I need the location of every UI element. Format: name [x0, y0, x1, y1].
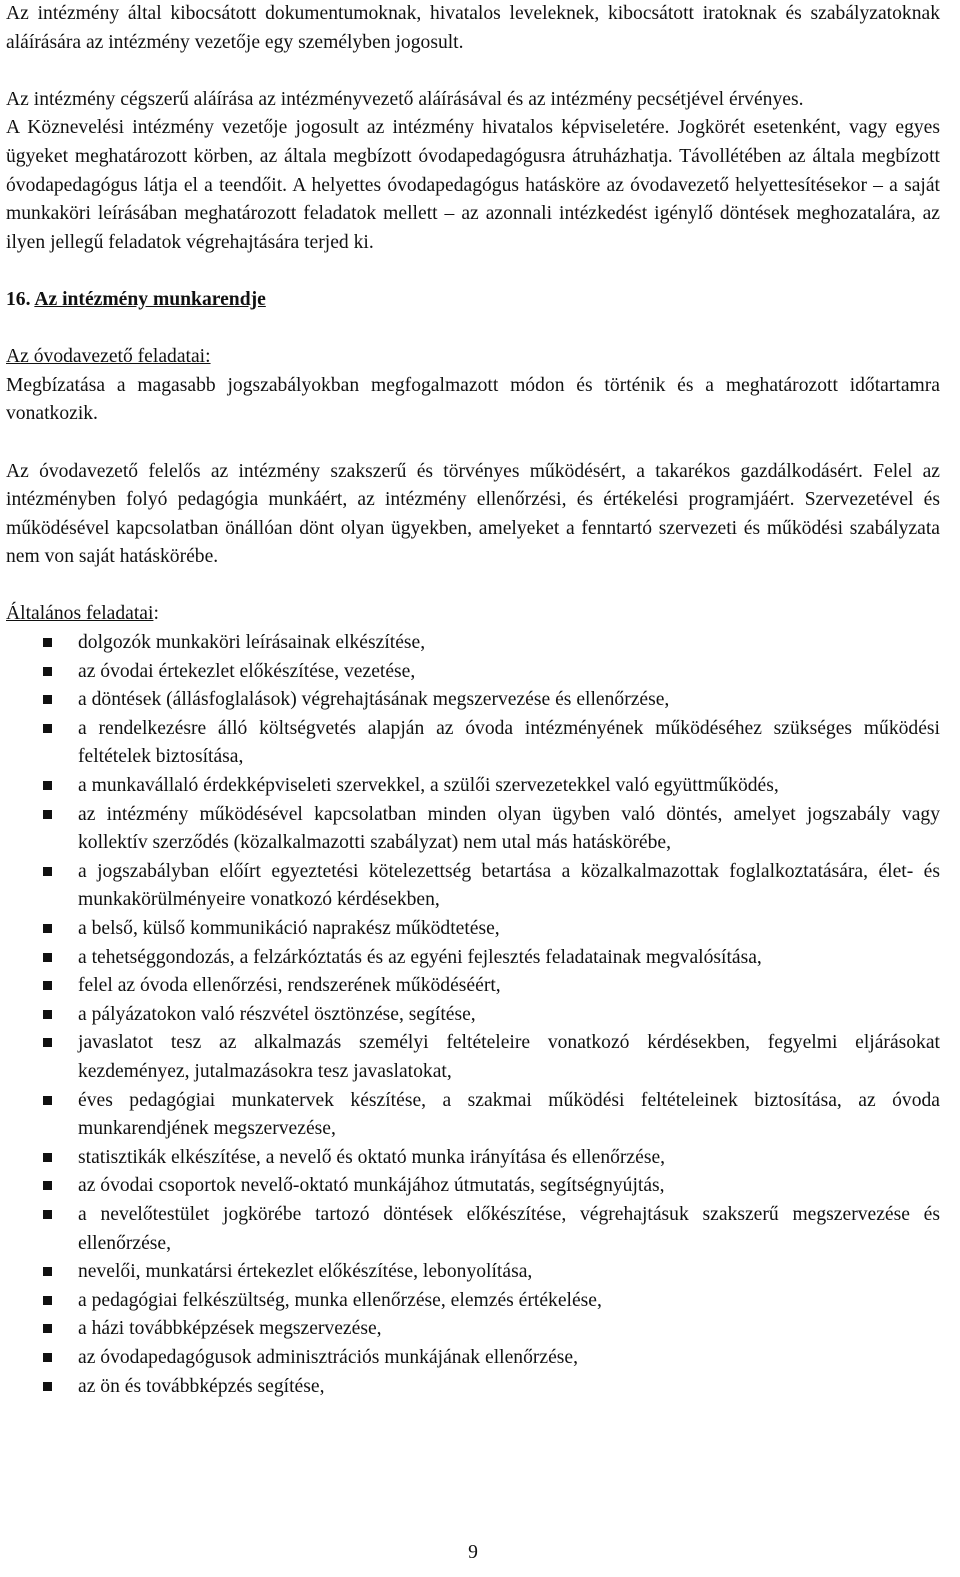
page-number: 9: [468, 1542, 478, 1563]
list-item: [6, 658, 940, 687]
square-bullet-icon: [43, 1296, 52, 1305]
square-bullet-icon: [43, 695, 52, 704]
list-item-text: éves pedagógiai munkatervek készítése, a szakmai működési feltételeinek biztosítása, az óvoda munkarendjének megszervezése,: [78, 1089, 940, 1140]
general-tasks-heading-colon: :: [153, 603, 159, 625]
list-item: [6, 944, 940, 973]
list-item-text: a belső, külső kommunikáció naprakész működtetése,: [78, 918, 500, 939]
square-bullet-icon: [43, 781, 52, 790]
list-item: [6, 1287, 940, 1316]
square-bullet-icon: [43, 1096, 52, 1105]
list-item: [6, 1373, 940, 1402]
list-item: [6, 1144, 940, 1173]
list-item: [6, 1344, 940, 1373]
list-item-text: az ön és továbbképzés segítése,: [78, 1375, 325, 1397]
square-bullet-icon: [43, 867, 52, 876]
square-bullet-icon: [43, 724, 52, 733]
spacer: [6, 429, 940, 458]
list-item: [6, 1029, 940, 1086]
square-bullet-icon: [43, 1324, 52, 1333]
square-bullet-icon: [43, 981, 52, 990]
paragraph-responsibility: Az óvodavezető felelős az intézmény szakszerű és törvényes működésért, a takarékos gazdálkodásért. Felel az intézményben folyó pedagógia munkáért, az intézmény ellenőrzési, és értékelési programjáért. Szervezetével és működésével kapcsolatban önállóan dönt olyan ügyekben, amelyeket a fenntartó szervezeti és működési szabályzata nem von saját hatáskörébe.: [6, 460, 940, 568]
document-page: [6, 0, 940, 1401]
square-bullet-icon: [43, 1382, 52, 1391]
list-item: [6, 1087, 940, 1144]
list-item: [6, 1258, 940, 1287]
list-item-text: dolgozók munkaköri leírásainak elkészítése,: [78, 632, 426, 654]
square-bullet-icon: [43, 953, 52, 962]
square-bullet-icon: [43, 810, 52, 819]
paragraph-signing-authority: Az intézmény által kibocsátott dokumentumoknak, hivatalos leveleknek, kibocsátott iratoknak és szabályzatoknak aláírására az intézmény vezetője egy személyben jogosult.: [6, 3, 940, 53]
paragraph-company-signature: Az intézmény cégszerű aláírása az intézményvezető aláírásával és az intézmény pecsétjével érvényes.: [6, 88, 804, 110]
list-item-text: a munkavállaló érdekképviseleti szervekkel, a szülői szervezetekkel való együttműködés,: [78, 775, 779, 797]
list-item: [6, 915, 940, 944]
spacer: [6, 315, 940, 344]
list-item-text: a tehetséggondozás, a felzárkóztatás és az egyéni fejlesztés feladatainak megvalósítása,: [78, 946, 762, 968]
list-item-text: a döntések (állásfoglalások) végrehajtásának megszervezése és ellenőrzése,: [78, 689, 670, 711]
section-number: 16.: [6, 288, 31, 310]
list-item: [6, 972, 940, 1001]
subsection-heading-leader-tasks: Az óvodavezető feladatai:: [6, 346, 211, 368]
list-item-text: a jogszabályban előírt egyeztetési kötelezettség betartása a közalkalmazottak foglalkoztatására, élet- és munkakörülményeire vonatkozó kérdésekben,: [78, 860, 940, 911]
square-bullet-icon: [43, 1153, 52, 1162]
list-item: [6, 1315, 940, 1344]
list-item-text: az óvodai csoportok nevelő-oktató munkájához útmutatás, segítségnyújtás,: [78, 1175, 665, 1197]
section-title: Az intézmény munkarendje: [34, 288, 266, 310]
square-bullet-icon: [43, 1353, 52, 1362]
list-item-text: az óvodai értekezlet előkészítése, vezetése,: [78, 660, 416, 682]
spacer: [6, 572, 940, 601]
list-item-text: az intézmény működésével kapcsolatban minden olyan ügyben való döntés, amelyet jogszabály vagy kollektív szerződés (közalkalmazotti szabályzat) nem utal más hatáskörébe,: [78, 803, 940, 854]
spacer: [6, 57, 940, 86]
general-tasks-list: [6, 629, 940, 1401]
square-bullet-icon: [43, 1038, 52, 1047]
square-bullet-icon: [43, 1267, 52, 1276]
list-item-text: felel az óvoda ellenőrzési, rendszerének működéséért,: [78, 975, 501, 997]
list-item: [6, 1201, 940, 1258]
paragraph-mandate: Megbízatása a magasabb jogszabályokban megfogalmazott módon és történik és a meghatározott időtartamra vonatkozik.: [6, 374, 940, 425]
square-bullet-icon: [43, 667, 52, 676]
list-item-text: az óvodapedagógusok adminisztrációs munkájának ellenőrzése,: [78, 1346, 579, 1368]
list-item: [6, 1001, 940, 1030]
list-item-text: statisztikák elkészítése, a nevelő és oktató munka irányítása és ellenőrzése,: [78, 1146, 666, 1168]
section-heading: [6, 286, 940, 315]
spacer: [6, 257, 940, 286]
list-item-text: javaslatot tesz az alkalmazás személyi feltételeire vonatkozó kérdésekben, fegyelmi eljárásokat kezdeményez, jutalmazásokra tesz javaslatokat,: [78, 1032, 940, 1082]
square-bullet-icon: [43, 638, 52, 647]
list-item: [6, 629, 940, 658]
list-item-text: a nevelőtestület jogkörébe tartozó döntések előkészítése, végrehajtásuk szakszerű megszervezése és ellenőrzése,: [78, 1203, 940, 1254]
general-tasks-heading-text: Általános feladatai: [6, 603, 154, 625]
square-bullet-icon: [43, 1210, 52, 1219]
paragraph-representation: A Köznevelési intézmény vezetője jogosult az intézmény hivatalos képviseletére. Jogkörét esetenként, vagy egyes ügyeket meghatározott körben, az általa megbízott óvodapedagógusra átruházhatja. Távollétében az általa megbízott óvodapedagógus látja el a teendőit. A helyettes óvodapedagógus hatásköre az óvodavezető helyettesítésekor – a saját munkaköri leírásában meghatározott feladatok mellett – az azonnali intézkedést igénylő döntések meghozatalára, az ilyen jellegű feladatok végrehajtására terjed ki.: [6, 117, 940, 253]
list-item: [6, 686, 940, 715]
list-item: [6, 858, 940, 915]
list-item-text: nevelői, munkatársi értekezlet előkészítése, lebonyolítása,: [78, 1261, 533, 1283]
list-item: [6, 801, 940, 858]
list-item: [6, 715, 940, 772]
list-item: [6, 1172, 940, 1201]
square-bullet-icon: [43, 924, 52, 933]
list-item-text: a pályázatokon való részvétel ösztönzése, segítése,: [78, 1003, 476, 1025]
list-item-text: a rendelkezésre álló költségvetés alapján az óvoda intézményének működéséhez szükséges működési feltételek biztosítása,: [78, 717, 940, 768]
square-bullet-icon: [43, 1181, 52, 1190]
square-bullet-icon: [43, 1010, 52, 1019]
list-item-text: a pedagógiai felkészültség, munka ellenőrzése, elemzés értékelése,: [78, 1289, 602, 1311]
general-tasks-heading: [6, 600, 940, 629]
list-item: [6, 772, 940, 801]
list-item-text: a házi továbbképzések megszervezése,: [78, 1318, 382, 1340]
